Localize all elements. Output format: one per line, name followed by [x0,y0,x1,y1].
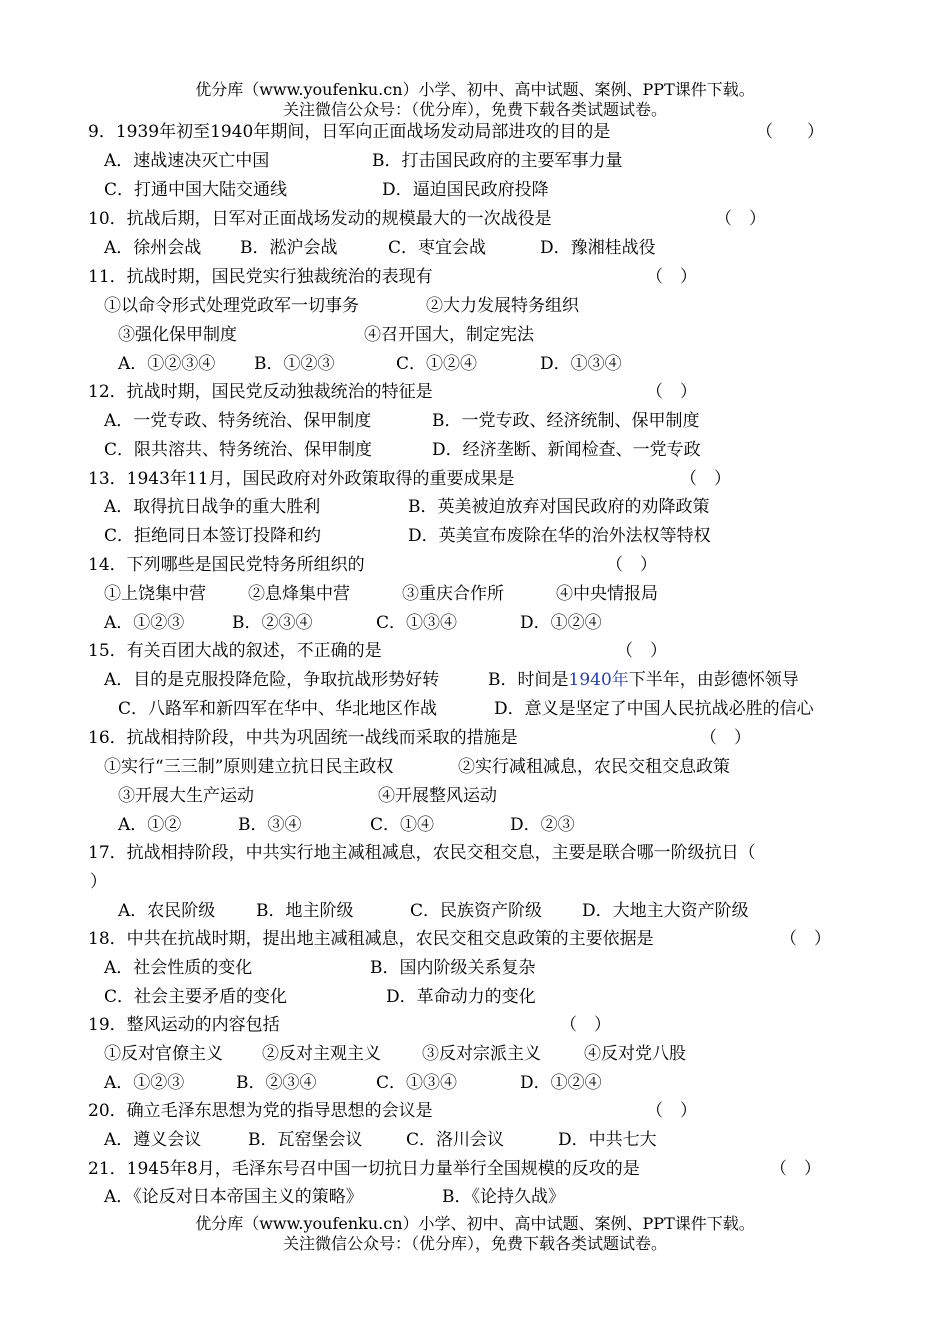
question-19-option-b: B．②③④ [236,1073,317,1093]
question-16-option-c: C．①④ [370,815,435,835]
page-header-line-1: 优分库（www.youfenku.cn）小学、初中、高中试题、案例、PPT课件下载。 [195,80,755,99]
question-18-option-a: A．社会性质的变化 [104,958,253,978]
question-14-option-c: C．①③④ [376,613,458,633]
question-14-stem: 14．下列哪些是国民党特务所组织的 [88,555,365,575]
question-15-option-c: C．八路军和新四军在华中、华北地区作战 [118,699,438,719]
question-9-stem: 9．1939年初至1940年期间，日军向正面战场发动局部进攻的目的是 [88,122,611,142]
question-11-option-c: C．①②④ [396,354,478,374]
question-13-option-c: C．拒绝同日本签订投降和约 [104,526,322,546]
question-10-stem: 10．抗战后期，日军对正面战场发动的规模最大的一次战役是 [88,209,552,229]
question-12-option-d: D．经济垄断、新闻检查、一党专政 [432,440,701,460]
question-19-item-3: ③反对宗派主义 [422,1044,541,1064]
question-15-option-d: D．意义是坚定了中国人民抗战必胜的信心 [494,699,814,719]
question-18-stem: 18．中共在抗战时期，提出地主减租减息，农民交租交息政策的主要依据是 [88,929,654,949]
question-18-answer-paren: （ ） [780,929,831,949]
question-16-item-1: ①实行“三三制”原则建立抗日民主政权 [104,757,394,777]
question-14-item-3: ③重庆合作所 [402,584,504,604]
question-11-item-3: ③强化保甲制度 [118,325,237,345]
question-12-option-b: B．一党专政、经济统制、保甲制度 [432,411,700,431]
question-10-option-a: A．徐州会战 [104,238,202,258]
question-18-option-d: D．革命动力的变化 [386,987,536,1007]
question-21-option-a: A．《论反对日本帝国主义的策略》 [104,1187,363,1207]
question-18-option-c: C．社会主要矛盾的变化 [104,987,288,1007]
question-10-answer-paren: （ ） [715,209,766,229]
page-footer-line-2: 关注微信公众号：（优分库），免费下载各类试题试卷。 [282,1234,667,1253]
question-16-item-3: ③开展大生产运动 [118,786,254,806]
question-14-answer-paren: （ ） [606,555,657,575]
question-12-option-c: C．限共溶共、特务统治、保甲制度 [104,440,373,460]
question-13-option-a: A．取得抗日战争的重大胜利 [104,497,321,517]
question-9-option-c: C．打通中国大陆交通线 [104,180,288,200]
question-14-option-a: A．①②③ [104,613,185,633]
question-20-option-c: C．洛川会议 [406,1130,505,1150]
page-header-line-2: 关注微信公众号：（优分库），免费下载各类试题试卷。 [282,100,667,119]
question-21-stem: 21．1945年8月，毛泽东号召中国一切抗日力量举行全国规模的反攻的是 [88,1159,640,1179]
question-15-answer-paren: （ ） [616,641,667,661]
question-19-item-4: ④反对党八股 [584,1044,686,1064]
question-11-option-d: D．①③④ [540,354,622,374]
question-17-option-a: A．农民阶级 [118,901,216,921]
question-13-option-d: D．英美宣布废除在华的治外法权等特权 [408,526,711,546]
question-11-stem: 11．抗战时期，国民党实行独裁统治的表现有 [88,267,433,287]
question-20-option-d: D．中共七大 [558,1130,657,1150]
question-9-option-d: D．逼迫国民政府投降 [382,180,549,200]
question-17-answer-paren-close: ） [90,872,107,892]
question-15-stem: 15．有关百团大战的叙述，不正确的是 [88,641,382,661]
question-20-stem: 20．确立毛泽东思想为党的指导思想的会议是 [88,1101,433,1121]
question-18-option-b: B．国内阶级关系复杂 [370,958,536,978]
question-17-option-c: C．民族资产阶级 [410,901,543,921]
question-17-option-d: D．大地主大资产阶级 [582,901,749,921]
question-14-option-d: D．①②④ [520,613,602,633]
question-9-answer-paren: （ ） [756,122,824,142]
question-19-option-c: C．①③④ [376,1073,458,1093]
question-10-option-b: B．淞沪会战 [240,238,338,258]
question-21-option-b: B．《论持久战》 [442,1187,565,1207]
question-19-option-d: D．①②④ [520,1073,602,1093]
question-13-option-b: B．英美被迫放弃对国民政府的劝降政策 [408,497,710,517]
question-15-option-b-suffix: 下半年，由彭德怀领导 [628,670,799,690]
question-15-option-b [488,669,799,691]
question-15-option-a: A．目的是克服投降危险，争取抗战形势好转 [104,670,440,690]
question-11-item-4: ④召开国大，制定宪法 [364,325,534,345]
question-11-item-2: ②大力发展特务组织 [426,296,579,316]
question-20-option-a: A．遵义会议 [104,1130,202,1150]
question-14-item-4: ④中央情报局 [556,584,658,604]
question-12-answer-paren: （ ） [646,382,697,402]
question-19-stem: 19．整风运动的内容包括 [88,1015,280,1035]
question-10-option-c: C．枣宜会战 [388,238,487,258]
question-14-option-b: B．②③④ [232,613,313,633]
question-12-option-a: A．一党专政、特务统治、保甲制度 [104,411,372,431]
question-11-answer-paren: （ ） [646,267,697,287]
question-11-item-1: ①以命令形式处理党政军一切事务 [104,296,359,316]
question-21-answer-paren: （ ） [770,1159,821,1179]
question-15-option-b-prefix: B．时间是 [488,670,569,690]
question-17-stem: 17．抗战相持阶段，中共实行地主减租减息，农民交租交息，主要是联合哪一阶级抗日（ [88,843,756,863]
question-20-option-b: B．瓦窑堡会议 [248,1130,363,1150]
question-20-answer-paren: （ ） [646,1101,697,1121]
question-16-item-2: ②实行减租减息，农民交租交息政策 [458,757,730,777]
question-16-item-4: ④开展整风运动 [378,786,497,806]
question-19-item-2: ②反对主观主义 [262,1044,381,1064]
question-16-option-a: A．①② [118,815,182,835]
question-11-option-a: A．①②③④ [118,354,216,374]
question-13-answer-paren: （ ） [680,469,731,489]
question-19-option-a: A．①②③ [104,1073,185,1093]
question-16-stem: 16．抗战相持阶段，中共为巩固统一战线而采取的措施是 [88,728,518,748]
question-15-option-b-year: 1940年 [568,670,629,690]
question-13-stem: 13．1943年11月，国民政府对外政策取得的重要成果是 [88,469,515,489]
page-footer-line-1: 优分库（www.youfenku.cn）小学、初中、高中试题、案例、PPT课件下载。 [195,1214,755,1233]
question-10-option-d: D．豫湘桂战役 [540,238,656,258]
question-14-item-1: ①上饶集中营 [104,584,206,604]
question-14-item-2: ②息烽集中营 [248,584,350,604]
question-12-stem: 12．抗战时期，国民党反动独裁统治的特征是 [88,382,433,402]
question-19-answer-paren: （ ） [560,1015,611,1035]
question-9-option-b: B．打击国民政府的主要军事力量 [372,151,623,171]
question-17-option-b: B．地主阶级 [256,901,354,921]
question-11-option-b: B．①②③ [254,354,335,374]
question-16-answer-paren: （ ） [700,728,751,748]
question-16-option-b: B．③④ [238,815,302,835]
question-9-option-a: A．速战速决灭亡中国 [104,151,270,171]
question-16-option-d: D．②③ [510,815,575,835]
question-19-item-1: ①反对官僚主义 [104,1044,223,1064]
